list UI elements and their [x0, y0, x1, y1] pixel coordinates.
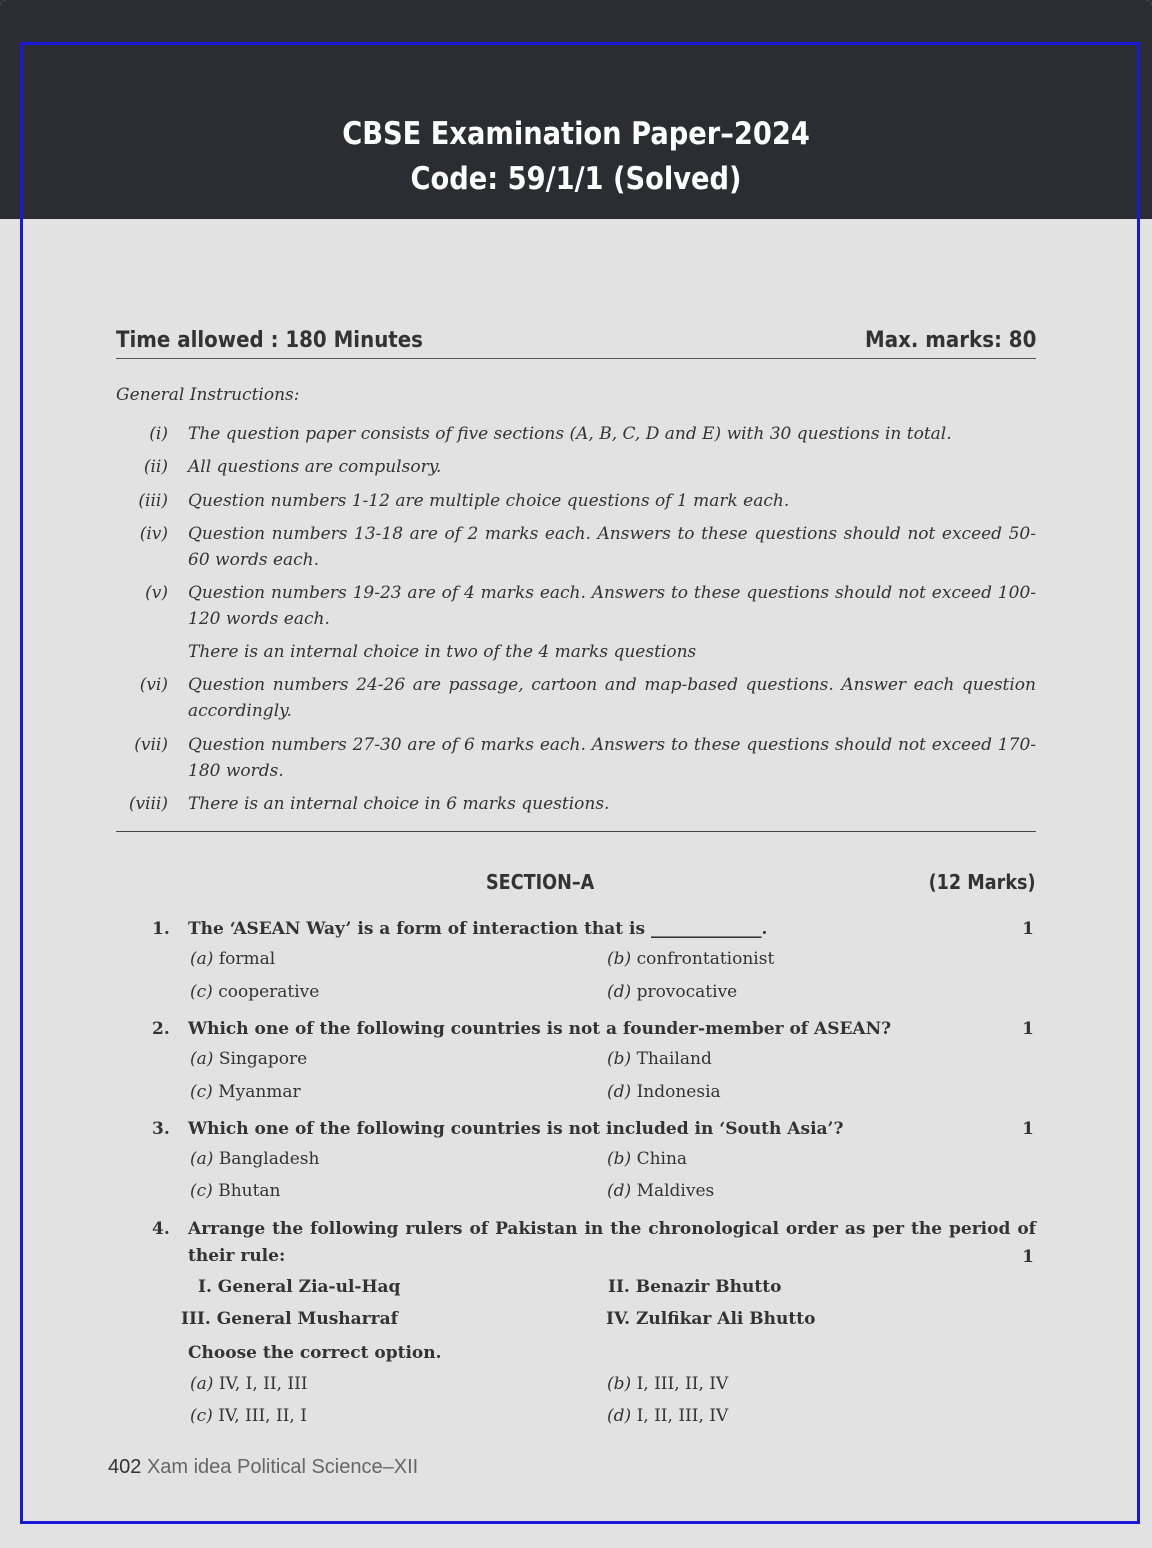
question-marks: 1: [1022, 1019, 1034, 1039]
option-text: Bhutan: [218, 1181, 281, 1201]
divider: [116, 831, 1036, 832]
option-c: [190, 1406, 307, 1426]
question-text: Which one of the following countries is not a founder-member of ASEAN?: [188, 1019, 892, 1039]
instruction-number: (vi): [139, 675, 168, 695]
option-letter: (b): [607, 1149, 632, 1169]
option-letter: (d): [607, 1082, 632, 1102]
option-text: cooperative: [218, 982, 320, 1002]
option-text: Thailand: [636, 1049, 712, 1069]
ruler-item: [608, 1277, 781, 1297]
option-a: [190, 1149, 319, 1169]
option-b: [607, 949, 774, 969]
option-d: [607, 982, 737, 1002]
instruction-number: (ii): [143, 457, 168, 477]
question-text: Arrange the following rulers of Pakistan in the chronological order as per the period of their rule:: [188, 1219, 1036, 1266]
option-text: IV, I, II, III: [218, 1374, 308, 1394]
instruction-text: Question numbers 1-12 are multiple choice questions of 1 mark each.: [188, 491, 790, 511]
section-heading: [116, 870, 1036, 900]
choose-instruction: Choose the correct option.: [188, 1343, 442, 1363]
ruler-number: I.: [198, 1277, 212, 1297]
option-c: [190, 982, 319, 1002]
option-letter: (d): [607, 982, 632, 1002]
instruction-text: Question numbers 19-23 are of 4 marks each. Answers to these questions should not exceed 100-120 words each.: [188, 583, 1036, 629]
instruction-text: Question numbers 27-30 are of 6 marks each. Answers to these questions should not exceed 170-180 words.: [188, 735, 1036, 781]
option-text: Indonesia: [636, 1082, 721, 1102]
option-text: IV, III, II, I: [218, 1406, 307, 1426]
instruction-text: There is an internal choice in two of the 4 marks questions: [188, 642, 697, 662]
option-letter: (a): [190, 1049, 214, 1069]
instruction-number: (viii): [128, 794, 168, 814]
option-letter: (d): [607, 1406, 632, 1426]
title-line-2: Code: 59/1/1 (Solved): [410, 161, 742, 197]
time-allowed: Time allowed : 180 Minutes: [116, 328, 423, 353]
option-letter: (a): [190, 949, 214, 969]
option-letter: (b): [607, 1049, 632, 1069]
page-number: 402: [108, 1456, 142, 1478]
option-a: [190, 1374, 308, 1394]
option-letter: (b): [607, 949, 632, 969]
instruction-number: (v): [145, 583, 168, 603]
instruction-text: Question numbers 24-26 are passage, cartoon and map-based questions. Answer each question accordingly.: [188, 675, 1036, 721]
option-text: formal: [218, 949, 276, 969]
option-letter: (a): [190, 1149, 214, 1169]
option-text: Myanmar: [218, 1082, 301, 1102]
question-number: 1.: [152, 919, 170, 939]
question-number: 2.: [152, 1019, 170, 1039]
option-letter: (c): [190, 1406, 213, 1426]
instruction-number: (iv): [139, 524, 168, 544]
option-letter: (b): [607, 1374, 632, 1394]
option-letter: (c): [190, 1082, 213, 1102]
ruler-item: [606, 1309, 815, 1329]
option-d: [607, 1406, 728, 1426]
instruction-text: The question paper consists of five sections (A, B, C, D and E) with 30 questions in total.: [188, 424, 952, 444]
page-title: [69, 112, 1083, 202]
max-marks: Max. marks: 80: [864, 328, 1036, 353]
option-text: I, II, III, IV: [636, 1406, 729, 1426]
question-marks: 1: [1022, 919, 1034, 939]
option-text: provocative: [636, 982, 738, 1002]
ruler-number: II.: [608, 1277, 630, 1297]
ruler-number: III.: [181, 1309, 211, 1329]
question-marks: 1: [1022, 1119, 1034, 1139]
instruction-number: (i): [149, 424, 168, 444]
ruler-name: General Musharraf: [216, 1309, 398, 1329]
ruler-number: IV.: [606, 1309, 631, 1329]
option-letter: (d): [607, 1181, 632, 1201]
option-a: [190, 1049, 307, 1069]
option-text: Singapore: [218, 1049, 308, 1069]
instruction-number: (vii): [134, 735, 168, 755]
option-text: confrontationist: [636, 949, 775, 969]
option-c: [190, 1181, 281, 1201]
instruction-number: (iii): [138, 491, 168, 511]
question-number: 3.: [152, 1119, 170, 1139]
ruler-name: Benazir Bhutto: [635, 1277, 782, 1297]
option-d: [607, 1181, 714, 1201]
option-c: [190, 1082, 301, 1102]
book-title: Xam idea Political Science–XII: [146, 1456, 419, 1478]
option-text: Maldives: [636, 1181, 715, 1201]
ruler-name: General Zia-ul-Haq: [217, 1277, 401, 1297]
ruler-name: Zulfikar Ali Bhutto: [636, 1309, 816, 1329]
instruction-text: All questions are compulsory.: [188, 457, 442, 477]
option-text: I, III, II, IV: [636, 1374, 729, 1394]
option-text: China: [636, 1149, 688, 1169]
option-letter: (a): [190, 1374, 214, 1394]
title-line-1: CBSE Examination Paper–2024: [342, 116, 810, 152]
ruler-item: [181, 1309, 398, 1329]
option-text: Bangladesh: [218, 1149, 320, 1169]
option-b: [607, 1374, 728, 1394]
question-text: The ‘ASEAN Way’ is a form of interaction that is _____________.: [188, 919, 768, 939]
page-footer: [108, 1456, 418, 1479]
instruction-text: Question numbers 13-18 are of 2 marks each. Answers to these questions should not exceed 50-60 words each.: [188, 524, 1036, 570]
ruler-item: [198, 1277, 400, 1297]
exam-meta-row: [116, 324, 1036, 359]
option-b: [607, 1149, 687, 1169]
instructions-heading: General Instructions:: [116, 385, 300, 405]
option-d: [607, 1082, 721, 1102]
question-marks: 1: [1022, 1247, 1034, 1267]
option-letter: (c): [190, 982, 213, 1002]
section-marks: (12 Marks): [929, 870, 1036, 894]
option-a: [190, 949, 275, 969]
question-text: Which one of the following countries is not included in ‘South Asia’?: [188, 1119, 844, 1139]
question-number: 4.: [152, 1219, 170, 1239]
section-name: SECTION–A: [486, 870, 595, 894]
option-b: [607, 1049, 712, 1069]
option-letter: (c): [190, 1181, 213, 1201]
instruction-text: There is an internal choice in 6 marks questions.: [188, 794, 610, 814]
